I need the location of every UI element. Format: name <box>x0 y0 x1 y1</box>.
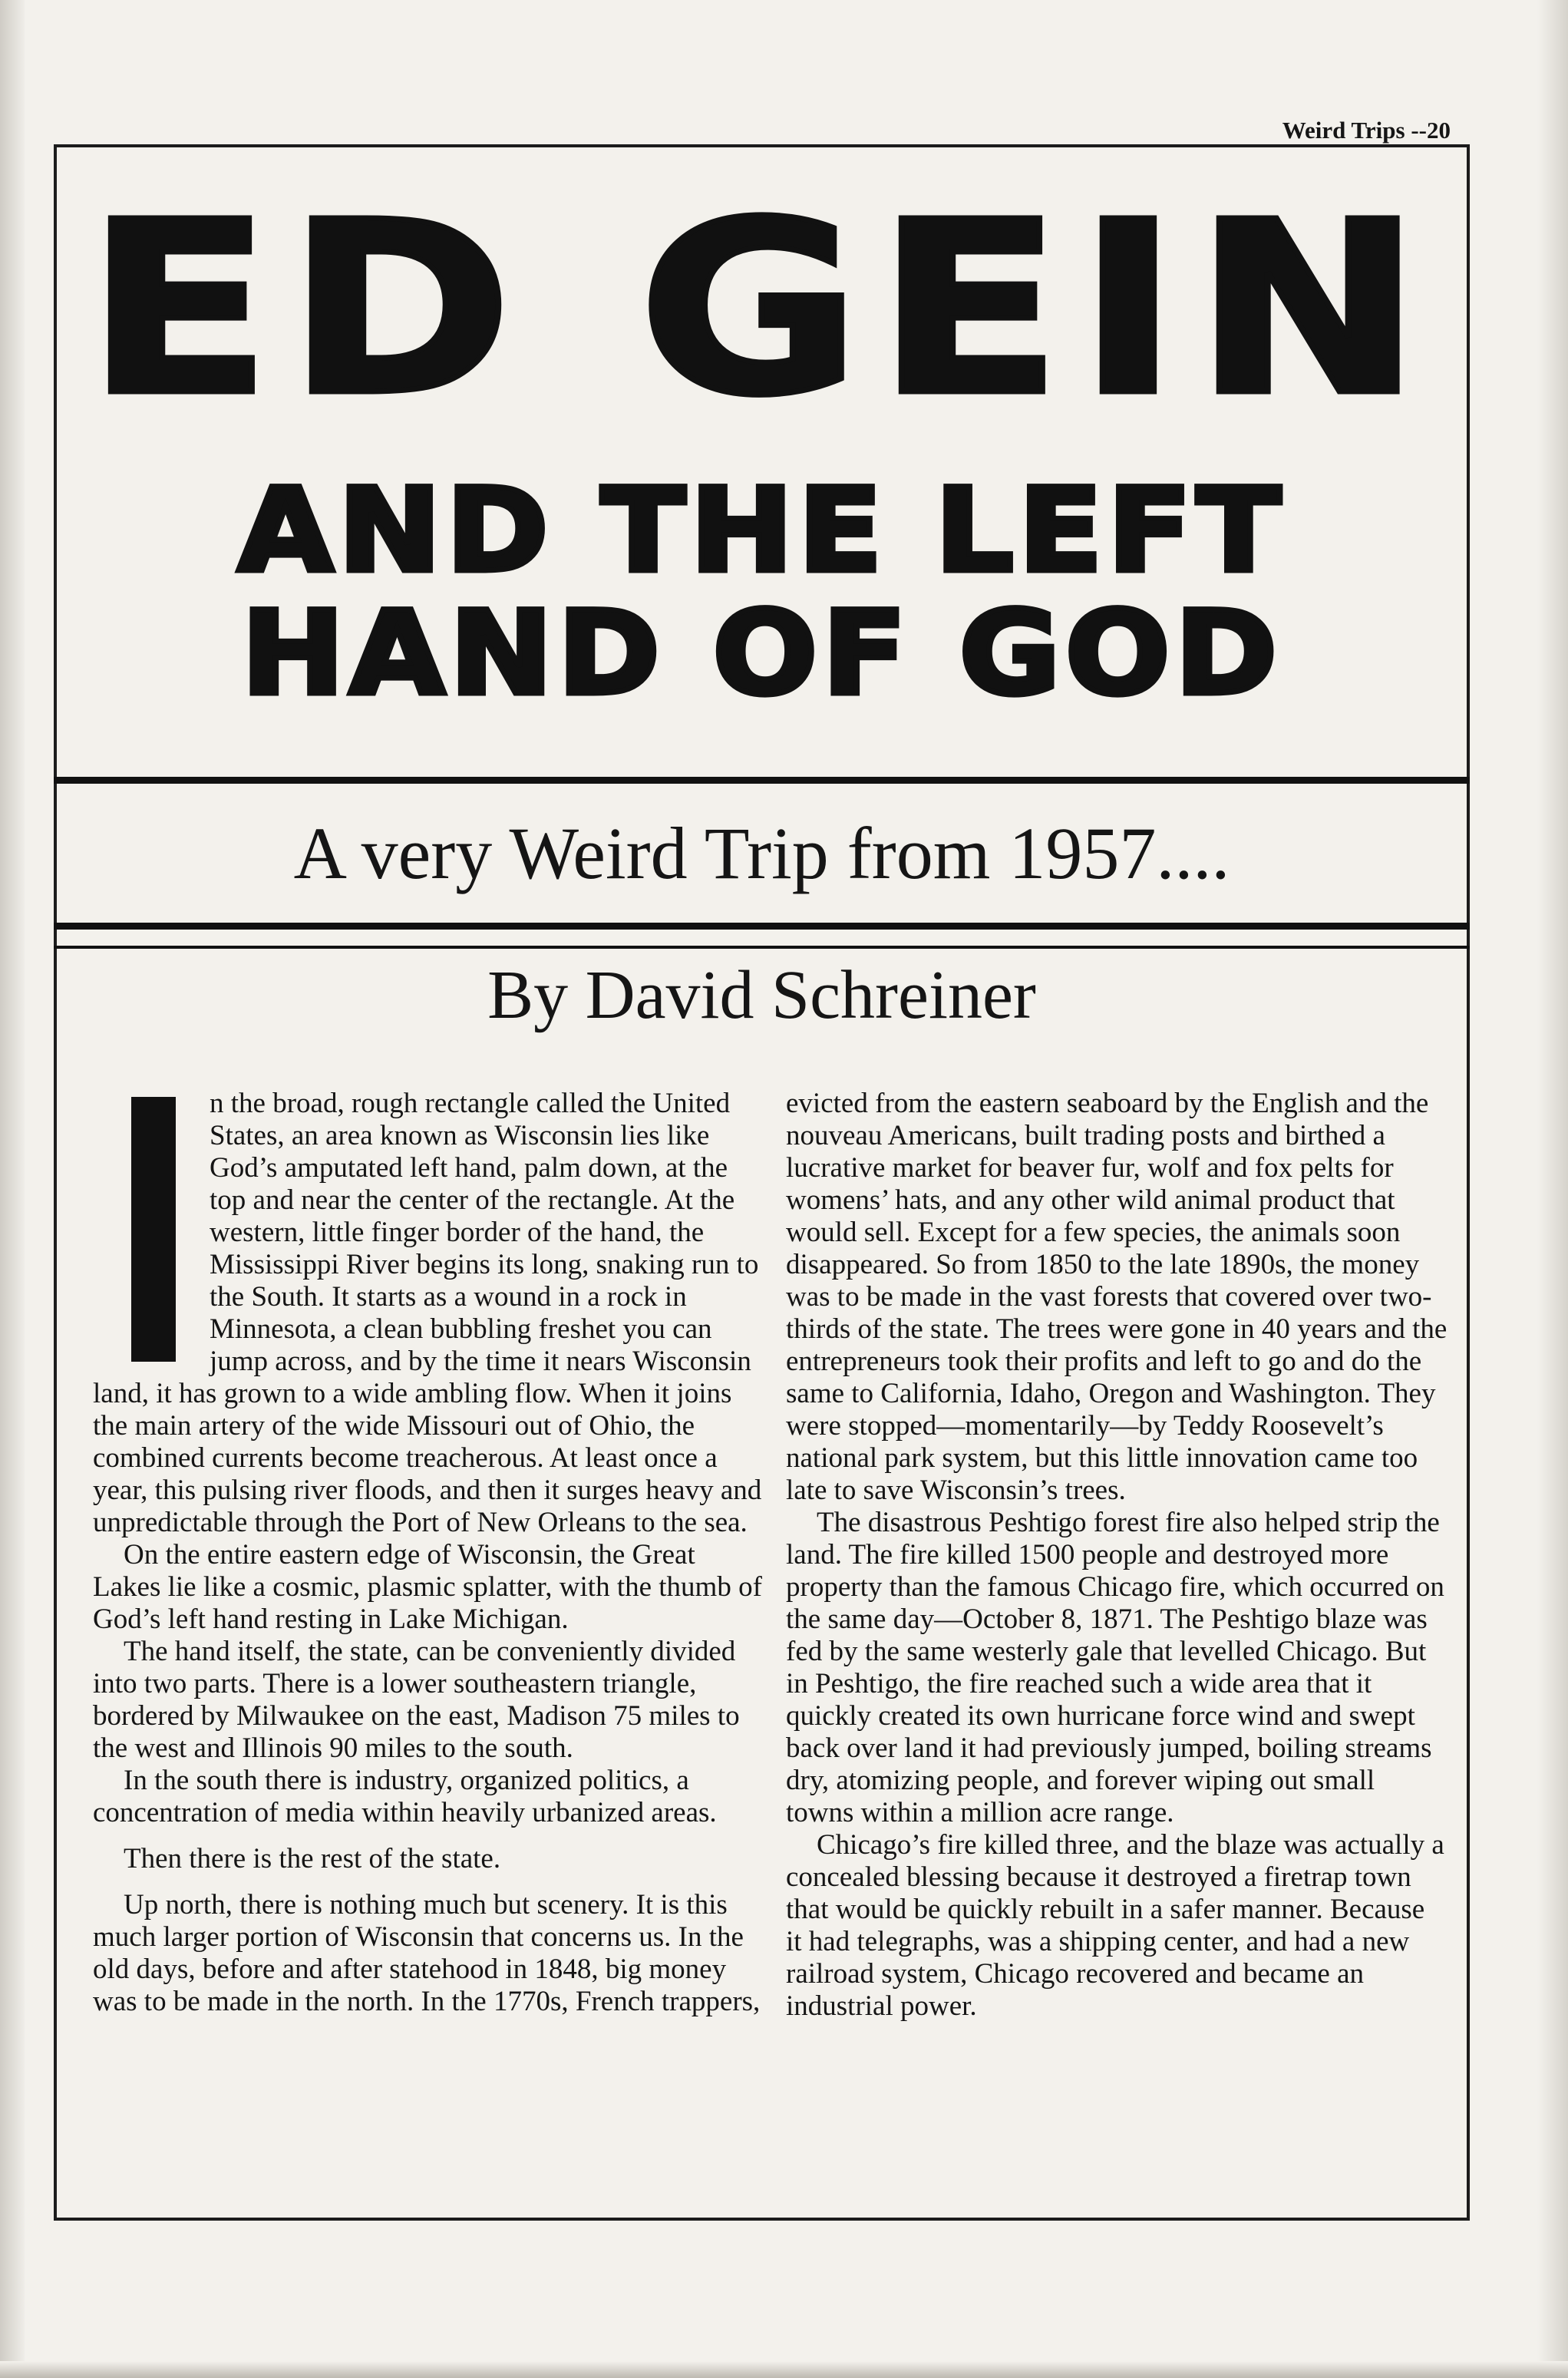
title-line-2: AND THE LEFT <box>237 464 1286 598</box>
article-frame <box>54 144 1470 2221</box>
paragraph: The disastrous Peshtigo forest fire also helped strip the land. The fire killed 1500 people and destroyed more property than the famous Chicago fire, which occurred on the same day—October 8, 1871. The Peshtigo blaze was fed by the same westerly gale that levelled Chicago. But in Peshtigo, the fire reached such a wide area that it quickly created its own hurricane force wind and swept back over land it had previously jumped, boiling streams dry, atomizing people, and forever wiping out small towns within a million acre range. <box>786 1507 1444 1828</box>
title-line-3: HAND OF GOD <box>241 587 1282 721</box>
byline: By David Schreiner <box>487 957 1036 1033</box>
scan-bottom-edge <box>0 2361 1568 2378</box>
paragraph: evicted from the eastern seaboard by the English and the nouveau Americans, built trading posts and birthed a lucrative market for beaver fur, wolf and fox pelts for womens’ hats, and any other wild animal product that would sell. Except for a few species, the animals soon disappeared. So from 1850 to the late 1890s, the money was to be made in the vast forests that covered over two-thirds of the state. The trees were gone in 40 years and the entrepreneurs took their profits and left to go and do the same to California, Idaho, Oregon and Washington. They were stopped—momentarily—by Teddy Roosevelt’s national park system, but this little innovation came too late to save Wisconsin’s trees. <box>786 1088 1448 1506</box>
drop-cap-letter-i <box>131 1097 176 1362</box>
rule-below-subtitle <box>54 923 1470 930</box>
rule-above-subtitle <box>54 777 1470 784</box>
paragraph: n the broad, rough rectangle called the United States, an area known as Wisconsin lies like God’s amputated left hand, palm down, at the top and near the center of the rectangle. At the western, little finger border of the hand, the Mississippi River begins its long, snaking run to the South. It starts as a wound in a rock in Minnesota, a clean bubbling freshet you can jump across, and by the time it nears Wisconsin land, it has grown to a wide ambling flow. When it joins the main artery of the wide Missouri out of Ohio, the combined currents become treacherous. At least once a year, this pulsing river floods, and then it surges heavy and unpredictable through the Port of New Orleans to the sea. <box>93 1088 762 1538</box>
paragraph: In the south there is industry, organized politics, a concentration of media within heavily urbanized areas. <box>93 1765 717 1828</box>
paragraph: Then there is the rest of the state. <box>124 1843 501 1874</box>
subtitle: A very Weird Trip from 1957.... <box>293 812 1230 894</box>
article-column-left <box>93 1088 768 2018</box>
paragraph: Chicago’s fire killed three, and the blaze was actually a concealed blessing because it destroyed a firetrap town that would be quickly rebuilt in a safer manner. Because it had telegraphs, was a shipping center, and had a new railroad system, Chicago recovered and became an industrial power. <box>786 1829 1444 2022</box>
paragraph: Up north, there is nothing much but scenery. It is this much larger portion of Wisconsin that concerns us. In the old days, before and after statehood in 1848, big money was to be made in the north. In the 1770s, French trappers, <box>93 1889 761 2017</box>
title-line-1: ED GEIN <box>86 171 1438 448</box>
running-head: Weird Trips --20 <box>1282 117 1451 144</box>
paragraph: The hand itself, the state, can be conveniently divided into two parts. There is a lower southeastern triangle, bordered by Milwaukee on the east, Madison 75 miles to the west and Illinois 90 miles to the south. <box>93 1636 740 1764</box>
rule-below-subtitle-thin <box>54 946 1470 949</box>
article-column-right <box>786 1088 1448 2023</box>
paragraph: On the entire eastern edge of Wisconsin, the Great Lakes lie like a cosmic, plasmic splatter, with the thumb of God’s left hand resting in Lake Michigan. <box>93 1539 762 1635</box>
